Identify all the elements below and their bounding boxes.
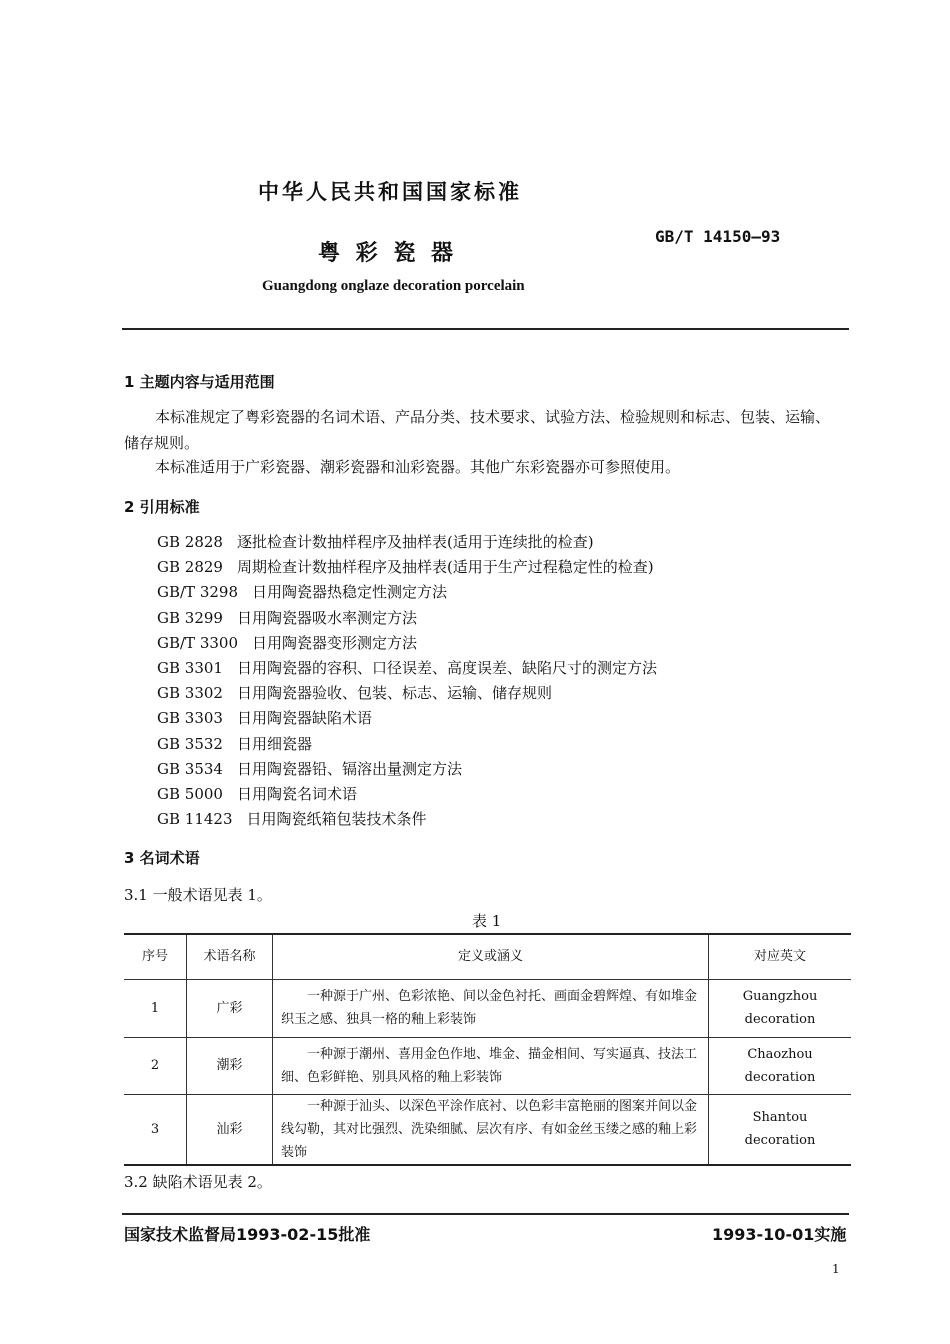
reference-title: 日用陶瓷器吸水率测定方法: [236, 608, 417, 627]
row-number: 1: [124, 979, 187, 1037]
table-row: [124, 979, 851, 1037]
english-term: [709, 1094, 852, 1165]
english-term: [709, 979, 852, 1037]
reference-title: 日用陶瓷器变形测定方法: [252, 633, 418, 652]
reference-code: GB 11423: [157, 810, 233, 829]
row-number: 2: [124, 1037, 187, 1094]
definition-text: 一种源于汕头、以深色平涂作底衬、以色彩丰富艳丽的图案并间以金线勾勒，其对比强烈、洗染细腻、层次有序、有如金丝玉缕之感的釉上彩装饰: [281, 1098, 698, 1160]
clause-3-1: 3.1 一般术语见表 1。: [124, 886, 272, 904]
header-rule: [122, 328, 849, 330]
english-term-line: decoration: [744, 1069, 816, 1085]
reference-title: 周期检查计数抽样程序及抽样表(适用于生产过程稳定性的检查): [236, 558, 654, 577]
definition: [273, 1094, 709, 1165]
reference-title: 日用陶瓷器缺陷术语: [236, 709, 372, 728]
reference-code: GB 2829: [157, 558, 223, 577]
reference-item: [157, 657, 657, 678]
reference-title: 日用细瓷器: [236, 734, 312, 753]
reference-title: 日用陶瓷器的容积、口径误差、高度误差、缺陷尺寸的测定方法: [236, 659, 657, 677]
reference-title: 日用陶瓷器热稳定性测定方法: [252, 583, 448, 602]
paragraph: 本标准规定了粤彩瓷器的名词术语、产品分类、技术要求、试验方法、检验规则和标志、包装、运输、: [155, 408, 831, 426]
section-2-heading: 2 引用标准: [124, 498, 200, 516]
reference-item: [157, 783, 357, 804]
reference-item: [157, 682, 552, 703]
definition-text: 一种源于广州、色彩浓艳、间以金色衬托、画面金碧辉煌、有如堆金织玉之感、独具一格的釉上彩装饰: [281, 989, 698, 1027]
effective-date: 1993-10-01实施: [712, 1225, 847, 1244]
table-row: [124, 1037, 851, 1094]
reference-code: GB 3303: [157, 709, 223, 728]
reference-item: [157, 607, 417, 628]
reference-title: 日用陶瓷名词术语: [236, 785, 357, 803]
reference-item: [157, 707, 372, 728]
reference-item: [157, 758, 462, 779]
reference-title: 日用陶瓷器验收、包装、标志、运输、储存规则: [236, 684, 552, 703]
section-1-heading: 1 主题内容与适用范围: [124, 373, 275, 391]
header-cell: 对应英文: [709, 934, 852, 979]
reference-code: GB 3534: [157, 759, 223, 778]
reference-code: GB 3299: [157, 608, 223, 627]
header-cell: 序号: [124, 934, 187, 979]
reference-item: [157, 581, 447, 602]
english-term: [709, 1037, 852, 1094]
reference-item: [157, 733, 312, 754]
header-cell: 定义或涵义: [273, 934, 709, 979]
table-row: [124, 1094, 851, 1165]
reference-code: GB 3302: [157, 684, 223, 703]
english-term-line: decoration: [744, 1133, 816, 1148]
page-number: 1: [832, 1262, 840, 1276]
paragraph: 储存规则。: [124, 434, 200, 452]
english-term-line: decoration: [744, 1012, 816, 1027]
national-standard-label: 中华人民共和国国家标准: [258, 180, 522, 204]
table-header-row: [124, 934, 851, 979]
reference-code: GB 5000: [157, 785, 223, 803]
paragraph: 本标准适用于广彩瓷器、潮彩瓷器和汕彩瓷器。其他广东彩瓷器亦可参照使用。: [155, 458, 681, 476]
reference-item: [157, 556, 654, 577]
title-en: Guangdong onglaze decoration porcelain: [262, 278, 525, 294]
title-cn: 粤 彩 瓷 器: [318, 241, 457, 266]
standard-code: GB/T 14150—93: [655, 227, 781, 246]
reference-item: [157, 531, 594, 552]
row-number: 3: [124, 1094, 187, 1165]
reference-item: [157, 632, 417, 653]
clause-3-2: 3.2 缺陷术语见表 2。: [124, 1173, 272, 1191]
definition: [273, 979, 709, 1037]
definition-text: 一种源于潮州、喜用金色作地、堆金、描金相间、写实逼真、技法工细、色彩鲜艳、别具风格的釉上彩装饰: [281, 1046, 698, 1085]
approval-date: 国家技术监督局1993-02-15批准: [124, 1225, 371, 1244]
terms-table: [124, 933, 851, 1166]
english-term-line: Shantou: [752, 1110, 808, 1125]
footer-rule: [122, 1213, 849, 1215]
term-name: 潮彩: [187, 1037, 273, 1094]
definition: [273, 1037, 709, 1094]
section-3-heading: 3 名词术语: [124, 849, 200, 867]
english-term-line: Guangzhou: [742, 989, 818, 1004]
term-name: 广彩: [187, 979, 273, 1037]
reference-code: GB/T 3300: [157, 633, 239, 652]
table-caption: 表 1: [472, 912, 502, 930]
reference-title: 日用陶瓷纸箱包装技术条件: [246, 810, 427, 829]
reference-title: 日用陶瓷器铅、镉溶出量测定方法: [236, 759, 462, 778]
reference-code: GB 3532: [157, 734, 223, 753]
reference-title: 逐批检查计数抽样程序及抽样表(适用于连续批的检查): [236, 533, 594, 551]
reference-code: GB/T 3298: [157, 583, 239, 602]
header-cell: 术语名称: [187, 934, 273, 979]
english-term-line: Chaozhou: [747, 1046, 813, 1062]
term-name: 汕彩: [187, 1094, 273, 1165]
reference-item: [157, 808, 427, 829]
reference-code: GB 2828: [157, 533, 223, 551]
reference-code: GB 3301: [157, 659, 223, 677]
